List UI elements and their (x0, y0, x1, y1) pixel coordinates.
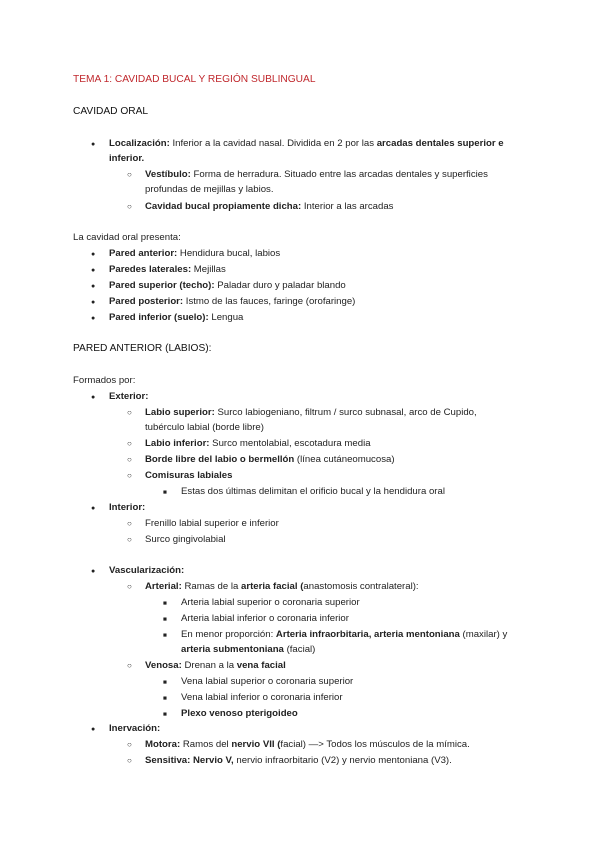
bullet-square-icon (163, 485, 167, 499)
bullet-circle-icon (127, 200, 132, 213)
bullet-circle-icon (127, 437, 132, 450)
list-item-comisuras: Comisuras labiales (145, 470, 233, 481)
list-item-surco: Surco gingivolabial (145, 534, 226, 545)
list-item-pared: Pared posterior: Istmo de las fauces, faringe (orofaringe) (109, 296, 356, 307)
bullet-square-icon (163, 612, 167, 626)
list-item-interior: Interior: (109, 502, 146, 513)
list-item-pared: Pared anterior: Hendidura bucal, labios (109, 248, 281, 259)
bullet-icon (91, 311, 95, 325)
bullet-circle-icon (127, 469, 132, 482)
list-item-motora: Motora: Ramos del nervio VII (facial) —> Todos los músculos de la mímica. (145, 739, 470, 750)
section-heading-pared-anterior: PARED ANTERIOR (LABIOS): (73, 343, 212, 354)
bullet-circle-icon (127, 406, 132, 419)
bullet-icon (91, 501, 95, 515)
bullet-circle-icon (127, 754, 132, 767)
list-item-vena: Vena labial inferior o coronaria inferior (181, 692, 343, 703)
bullet-square-icon (163, 628, 167, 642)
list-item-arterial: Arterial: Ramas de la arteria facial (anastomosis contralateral): (145, 581, 419, 592)
list-item-exterior: Exterior: (109, 391, 149, 402)
bullet-circle-icon (127, 580, 132, 593)
list-item-localizacion-cont: inferior. (109, 153, 145, 164)
paragraph-formados: Formados por: (73, 375, 136, 386)
bullet-circle-icon (127, 453, 132, 466)
list-item-pared: Pared inferior (suelo): Lengua (109, 312, 244, 323)
list-item-venosa: Venosa: Drenan a la vena facial (145, 660, 286, 671)
section-heading-cavidad-oral: CAVIDAD ORAL (73, 106, 149, 117)
bullet-circle-icon (127, 168, 132, 181)
list-item-sensitiva: Sensitiva: Nervio V, nervio infraorbitario (V2) y nervio mentoniana (V3). (145, 755, 452, 766)
bullet-square-icon (163, 691, 167, 705)
list-item-vascularizacion: Vascularización: (109, 565, 185, 576)
paragraph-presenta: La cavidad oral presenta: (73, 232, 181, 243)
list-item-vestibulo-cont: profundas de mejillas y labios. (145, 184, 274, 195)
list-item-inervacion: Inervación: (109, 723, 161, 734)
list-item-arteria-menor-cont: arteria submentoniana (facial) (181, 644, 316, 655)
bullet-circle-icon (127, 517, 132, 530)
list-item-labio-superior: Labio superior: Surco labiogeniano, filtrum / surco subnasal, arco de Cupido, (145, 407, 477, 418)
bullet-square-icon (163, 675, 167, 689)
list-item-labio-inferior: Labio inferior: Surco mentolabial, escotadura media (145, 438, 371, 449)
list-item-labio-superior-cont: tubérculo labial (borde libre) (145, 422, 264, 433)
list-item-borde-libre: Borde libre del labio o bermellón (línea cutáneomucosa) (145, 454, 395, 465)
bullet-icon (91, 722, 95, 736)
list-item-pared: Paredes laterales: Mejillas (109, 264, 226, 275)
bullet-icon (91, 263, 95, 277)
list-item-arteria-menor: En menor proporción: Arteria infraorbitaria, arteria mentoniana (maxilar) y (181, 629, 508, 640)
bullet-square-icon (163, 707, 167, 721)
bullet-icon (91, 564, 95, 578)
list-item-localizacion: Localización: Inferior a la cavidad nasal. Dividida en 2 por las arcadas dentales superior e (109, 138, 504, 149)
list-item-arteria: Arteria labial inferior o coronaria inferior (181, 613, 349, 624)
bullet-circle-icon (127, 659, 132, 672)
bullet-icon (91, 137, 95, 151)
document-title: TEMA 1: CAVIDAD BUCAL Y REGIÓN SUBLINGUAL (73, 74, 316, 85)
bullet-icon (91, 279, 95, 293)
bullet-icon (91, 247, 95, 261)
bullet-circle-icon (127, 738, 132, 751)
list-item-plexo: Plexo venoso pterigoideo (181, 708, 298, 719)
bullet-icon (91, 295, 95, 309)
bullet-circle-icon (127, 533, 132, 546)
list-item-vestibulo: Vestíbulo: Forma de herradura. Situado entre las arcadas dentales y superficies (145, 169, 488, 180)
list-item-vena: Vena labial superior o coronaria superior (181, 676, 354, 687)
bullet-square-icon (163, 596, 167, 610)
list-item-pared: Pared superior (techo): Paladar duro y paladar blando (109, 280, 346, 291)
list-item-comisuras-nota: Estas dos últimas delimitan el orificio bucal y la hendidura oral (181, 486, 445, 497)
list-item-arteria: Arteria labial superior o coronaria superior (181, 597, 360, 608)
list-item-cavidad-propia: Cavidad bucal propiamente dicha: Interior a las arcadas (145, 201, 394, 212)
list-item-frenillo: Frenillo labial superior e inferior (145, 518, 279, 529)
bullet-icon (91, 390, 95, 404)
